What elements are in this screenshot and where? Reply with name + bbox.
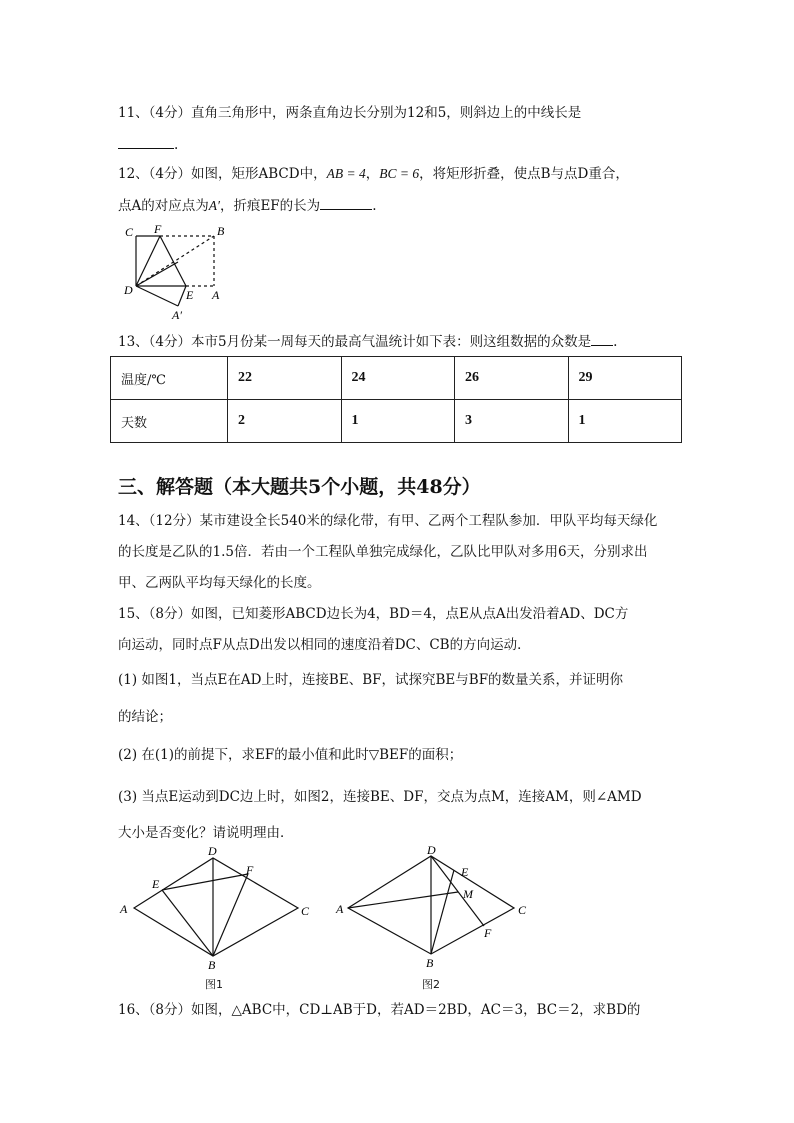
q15-line1: 15、（8分）如图，已知菱形ABCD边长为4，BD＝4，点E从点A出发沿着AD、DC方 <box>118 606 629 622</box>
q11-answer-line <box>118 134 678 155</box>
label-c: C <box>125 225 134 239</box>
q12-bc: BC = 6 <box>379 166 420 181</box>
segment-bf <box>213 874 248 956</box>
q12-sep: ， <box>365 166 380 182</box>
fig1-label-c: C <box>301 904 310 918</box>
segment-a-prime-e <box>178 286 186 306</box>
q12-line1 <box>118 164 678 184</box>
fig1-label-d: D <box>208 844 217 858</box>
table-row <box>111 357 682 400</box>
table-cell: 2 <box>228 400 342 443</box>
q12-line2-b: ，折痕EF的长为 <box>219 198 321 214</box>
q13-end: . <box>613 334 618 350</box>
q12-line1-b: ，将矩形折叠，使点B与点D重合， <box>419 166 629 182</box>
fig2-label-d: D <box>427 843 436 857</box>
segment-df <box>431 856 484 926</box>
q12-ab: AB = 4 <box>326 166 366 181</box>
table-cell: 3 <box>455 400 569 443</box>
q11-answer-blank[interactable] <box>118 134 174 149</box>
temperature-table <box>110 356 682 443</box>
segment-be <box>162 890 213 956</box>
table-cell: 温度/℃ <box>111 357 228 400</box>
q15-part3-line2: 大小是否变化？请说明理由． <box>118 825 294 841</box>
q14-line3: 甲、乙两队平均每天绿化的长度。 <box>118 575 321 591</box>
q11-line1: 11、（4分）直角三角形中，两条直角边长分别为12和5，则斜边上的中线长是 <box>118 105 582 121</box>
table-row <box>111 400 682 443</box>
q15-part1-line1: (1) 如图1，当点E在AD上时，连接BE、BF，试探究BE与BF的数量关系，并证明你 <box>118 672 624 688</box>
segment-da-prime <box>136 286 178 306</box>
table-cell: 26 <box>455 357 569 400</box>
section-title: 三、解答题（本大题共5个小题，共48分） <box>118 476 481 498</box>
fig1-label-f: F <box>246 863 254 877</box>
q12-end: . <box>372 198 377 214</box>
fig2-label-m: M <box>463 887 473 901</box>
fig1-label-e: E <box>152 877 160 891</box>
q15-part1-line2: 的结论； <box>118 709 172 725</box>
q16-line1: 16、（8分）如图，△ABC中，CD⊥AB于D，若AD＝2BD，AC＝3，BC＝2，求BD的 <box>118 1002 641 1018</box>
q14-line2: 的长度是乙队的1.5倍．若由一个工程队单独完成绿化，乙队比甲队对多用6天，分别求出 <box>118 544 648 560</box>
fig2-label-c: C <box>518 903 527 917</box>
q12-line2 <box>118 195 678 216</box>
q13-text: 13、（4分）本市5月份某一周每天的最高气温统计如下表：则这组数据的众数是 <box>118 334 592 350</box>
q12-line1-a: 12、（4分）如图，矩形ABCD中， <box>118 166 327 182</box>
label-e: E <box>186 288 194 302</box>
table-cell: 天数 <box>111 400 228 443</box>
label-d: D <box>124 283 133 297</box>
q15-part2: (2) 在(1)的前提下，求EF的最小值和此时▽BEF的面积； <box>118 747 463 763</box>
rhombus-abcd <box>134 858 298 956</box>
q15-figure-1 <box>112 842 322 970</box>
segment-am <box>348 892 458 908</box>
label-b: B <box>217 224 225 238</box>
fig2-label-f: F <box>484 926 492 940</box>
label-a: A <box>212 288 220 302</box>
fig1-caption: 图1 <box>205 978 223 991</box>
q11-end: . <box>174 137 179 153</box>
label-a-prime: A′ <box>172 308 182 322</box>
fig2-label-b: B <box>426 956 434 970</box>
q12-answer-blank[interactable] <box>320 195 372 210</box>
fig1-label-b: B <box>208 958 216 970</box>
label-f: F <box>154 222 162 236</box>
table-cell: 22 <box>228 357 342 400</box>
q12-aprime: A′ <box>208 198 220 213</box>
q12-rectangle-fold-figure <box>120 222 230 322</box>
table-cell: 24 <box>341 357 455 400</box>
q12-line2-a: 点A的对应点为 <box>118 198 209 214</box>
q15-figure-2 <box>330 842 540 970</box>
fold-line-fe <box>160 236 186 286</box>
table-cell: 29 <box>568 357 682 400</box>
q15-part3-line1: (3) 当点E运动到DC边上时，如图2，连接BE、DF，交点为点M，连接AM，则∠AMD <box>118 789 642 805</box>
q13-answer-blank[interactable] <box>591 331 613 346</box>
q13-line <box>118 331 678 352</box>
fig2-label-a: A <box>336 902 344 916</box>
table-cell: 1 <box>568 400 682 443</box>
fig2-label-e: E <box>461 865 469 879</box>
table-cell: 1 <box>341 400 455 443</box>
q14-line1: 14、（12分）某市建设全长540米的绿化带，有甲、乙两个工程队参加．甲队平均每天绿化 <box>118 513 658 529</box>
fig2-caption: 图2 <box>422 978 440 991</box>
q15-line2: 向运动，同时点F从点D出发以相同的速度沿着DC、CB的方向运动． <box>118 637 531 653</box>
segment-be <box>431 870 454 954</box>
fig1-label-a: A <box>120 902 128 916</box>
